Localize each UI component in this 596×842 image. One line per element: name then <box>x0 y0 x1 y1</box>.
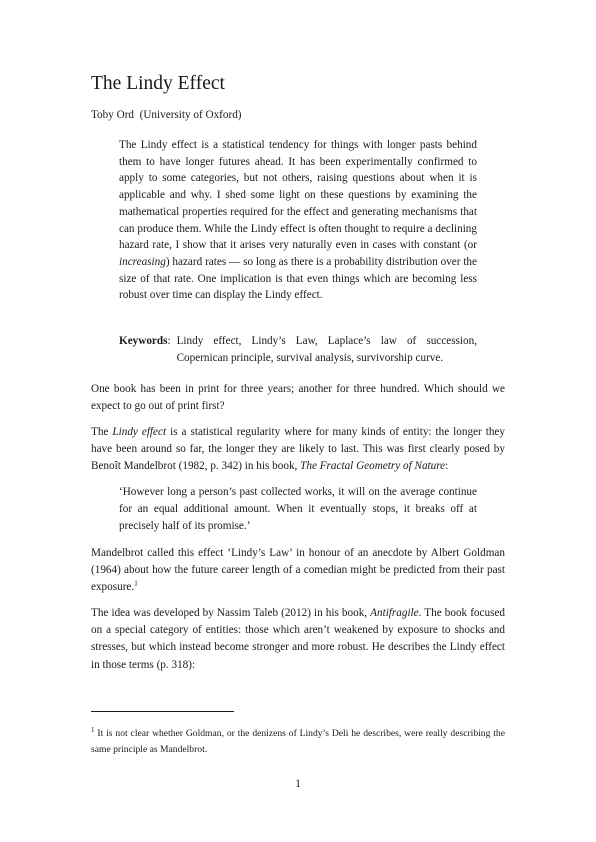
p4-text-a: The idea was developed by Nassim Taleb (2012) in his book, <box>91 607 371 619</box>
author-line: Toby Ord (University of Oxford) <box>91 109 242 121</box>
keywords-label: Keywords <box>119 335 168 347</box>
abstract-text-2: ) hazard rates — so long as there is a probability distribution over the size of that rate. One implication is that even things which are becoming less robust over time can display the Lindy effect. <box>119 255 477 302</box>
p2-italic-lindy: Lindy effect <box>112 426 167 438</box>
footnote-ref-1[interactable]: 1 <box>134 579 138 588</box>
p2-italic-book: The Fractal Geometry of Nature <box>300 460 446 473</box>
keywords-colon: : <box>167 335 171 347</box>
abstract-text-1: The Lindy effect is a statistical tendency for things with longer pasts behind them to have longer futures ahead. It has been experimentally confirmed to apply to some categories, but not others, raising questions about when it is applicable and why. I shed some light on these questions by examining the mathematical properties required for the effect and generating mechanisms that can produce them. While the Lindy effect is often thought to require a declining hazard rate, I show that it arises very naturally even in cases with constant (or <box>119 139 477 252</box>
footnote-text: It is not clear whether Goldman, or the denizens of Lindy’s Deli he describes, were really describing the same principle as Mandelbrot. <box>91 728 505 755</box>
p2-text-c: : <box>445 460 449 473</box>
p2-text-b: is a statistical regularity where for many kinds of entity: the longer they have been around so far, the longer they are likely to last. This was first clearly posed by Benoît Mandelbrot (1982, p. 342) in his book, <box>91 426 505 473</box>
block-quote: ‘However long a person’s past collected works, it will on the average continue for an equal additional amount. When it eventually stops, it breaks off at precisely half of its promise.’ <box>119 486 477 533</box>
p3-text: Mandelbrot called this effect ‘Lindy’s Law’ in honour of an anecdote by Albert Goldman (1964) about how the future career length of a comedian might be predicted from their past exposure. <box>91 547 505 594</box>
footnote-divider <box>91 711 234 712</box>
body-paragraph-3 <box>91 545 505 597</box>
abstract-italic: increasing <box>119 255 166 268</box>
keywords-block <box>119 333 477 367</box>
keywords-text: Lindy effect, Lindy’s Law, Laplace’s law of succession, Copernican principle, survival analysis, survivorship curve. <box>176 335 477 364</box>
p2-text-a: The <box>91 426 113 438</box>
body-paragraph-2 <box>91 424 505 476</box>
page-number: 1 <box>295 778 301 790</box>
p4-text-b: . The book focused on a special category of entities: those which aren’t weakened by exposure to shocks and stresses, but which instead become stronger and more robust. He describes the Lindy effect in those terms (p. 318): <box>91 607 506 671</box>
body-paragraph-4 <box>91 605 505 674</box>
abstract <box>119 137 477 304</box>
p4-italic-book: Antifragile <box>370 607 419 619</box>
body-paragraph-1: One book has been in print for three years; another for three hundred. Which should we expect to go out of print first? <box>91 383 505 413</box>
footnote-mark: 1 <box>91 725 95 734</box>
paper-title: The Lindy Effect <box>91 73 225 94</box>
footnote-1 <box>91 726 505 757</box>
